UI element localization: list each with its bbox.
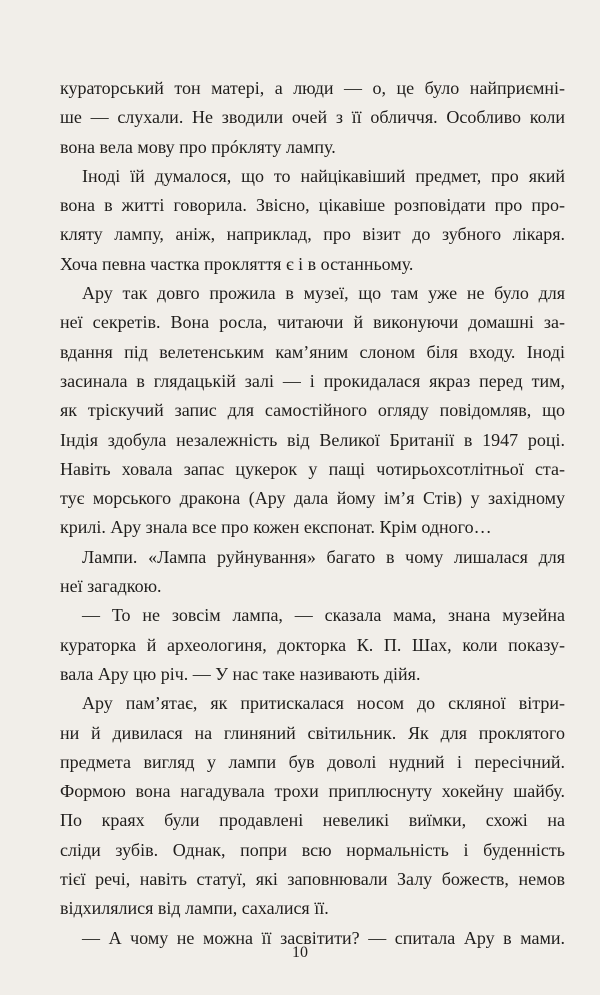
text-line: сліди зубів. Однак, попри всю нормальність і буденність [60, 839, 565, 860]
text-line: відхилялися від лампи, сахалися її. [60, 898, 329, 919]
text-line: вала Ару цю річ. — У нас таке називають дійя. [60, 663, 421, 684]
text-line: вона вела мову про прóкляту лампу. [60, 136, 336, 157]
text-line: кляту лампу, аніж, наприклад, про візит до зубного лікаря. [60, 224, 565, 245]
text-line: ше — слухали. Не зводили очей з її обличчя. Особливо коли [60, 107, 565, 128]
text-line: Лампи. «Лампа руйнування» багато в чому лишалася для [82, 546, 565, 567]
text-line: кураторка й археологиня, докторка К. П. Шах, коли показу- [60, 634, 565, 655]
text-line: По краях були продавлені невеликі виїмки, схожі на [60, 810, 565, 831]
text-line: крилі. Ару знала все про кожен експонат. Крім одного… [60, 517, 492, 538]
page-number: 10 [292, 944, 308, 961]
text-line: Хоча певна частка прокляття є і в останньому. [60, 253, 414, 274]
text-line: тієї речі, навіть статуї, які заповнювали Залу божеств, немов [60, 869, 565, 890]
text-line: неї секретів. Вона росла, читаючи й виконуючи домашні за- [60, 312, 565, 333]
text-line: вона в житті говорила. Звісно, цікавіше розповідати про про- [60, 195, 565, 216]
text-line: вдання під велетенським кам’яним слоном біля входу. Іноді [60, 341, 565, 362]
body-text [60, 74, 565, 953]
text-line: Ару так довго прожила в музеї, що там уже не було для [82, 283, 565, 304]
text-line: як тріскучий запис для самостійного огляду повідомляв, що [60, 400, 565, 421]
text-line: Іноді їй думалося, що то найцікавіший предмет, про який [82, 165, 565, 186]
text-line: ни й дивилася на глиняний світильник. Як для проклятого [60, 722, 565, 743]
text-line: предмета вигляд у лампи був доволі нудний і пересічний. [60, 751, 565, 772]
text-line: Індія здобула незалежність від Великої Британії в 1947 році. [60, 429, 565, 450]
text-line: Ару пам’ятає, як притискалася носом до скляної вітри- [82, 693, 565, 714]
text-line: — То не зовсім лампа, — сказала мама, знана музейна [82, 605, 565, 626]
text-line: — А чому не можна її засвітити? — спитала Ару в мами. [82, 927, 565, 948]
text-line: Навіть ховала запас цукерок у пащі чотирьохсотлітньої ста- [60, 458, 565, 479]
text-line: засинала в глядацькій залі — і прокидалася якраз перед тим, [60, 370, 565, 391]
text-line: кураторський тон матері, а люди — о, це було найприємні- [60, 78, 565, 98]
text-line: тує морського дракона (Ару дала йому ім’я Стів) у західному [60, 488, 565, 509]
text-line: неї загадкою. [60, 576, 162, 597]
text-line: Формою вона нагадувала трохи приплюснуту хокейну шайбу. [60, 781, 565, 802]
